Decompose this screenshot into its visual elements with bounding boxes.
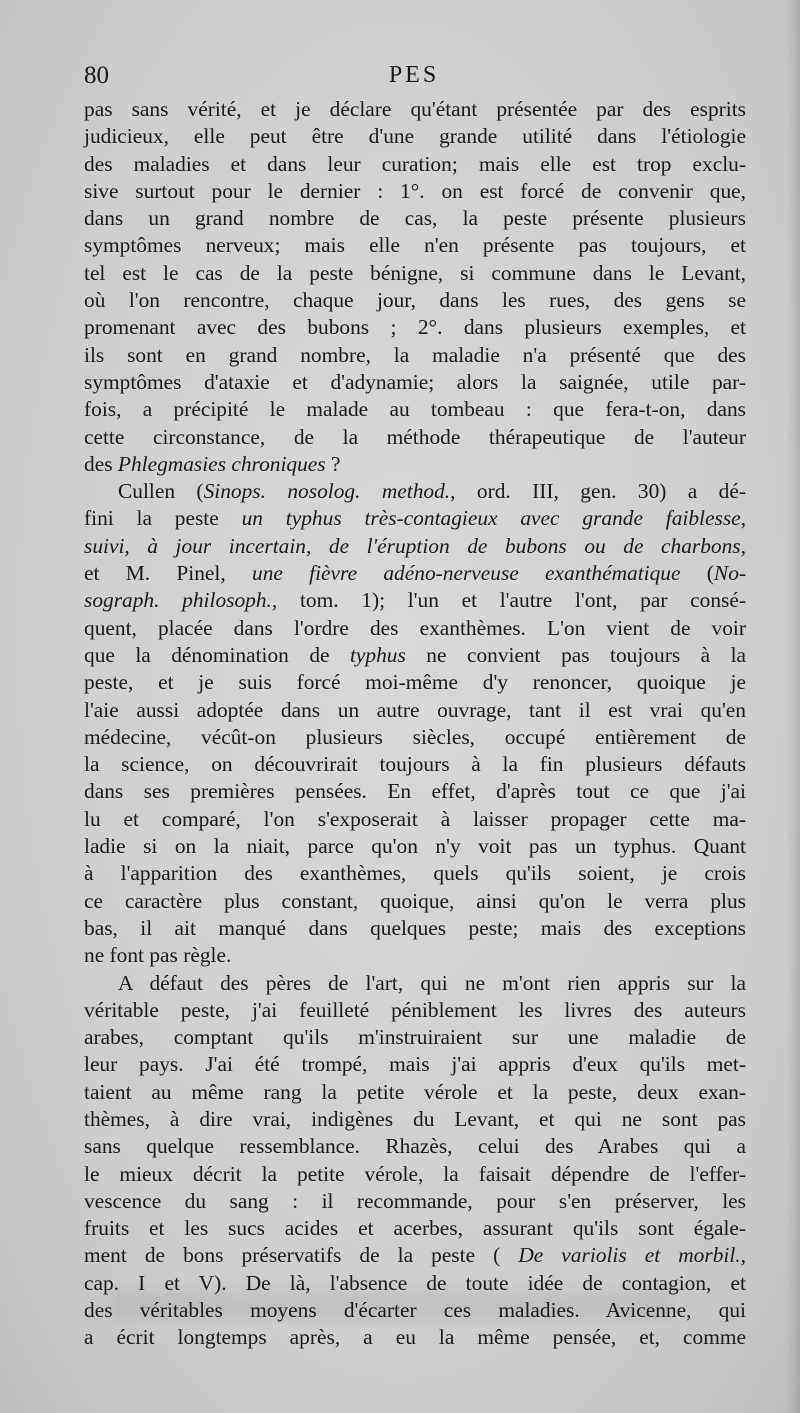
text-line: des véritables moyens d'écarter ces maladies. Avicenne, qui [84, 1298, 746, 1323]
text-line: cette circonstance, de la méthode thérapeutique de l'auteur [84, 424, 746, 449]
italic-citation: typhus [349, 642, 406, 667]
text-line: vescence du sang : il recommande, pour s'en préserver, les [84, 1188, 746, 1213]
text-line: fini la peste un typhus très-contagieux avec grande faiblesse, [84, 506, 746, 531]
text-line: cap. I et V). De là, l'absence de toute idée de contagion, et [84, 1270, 746, 1295]
text-line: tel est le cas de la peste bénigne, si commune dans le Levant, [84, 260, 746, 285]
italic-citation: une fièvre adéno-nerveuse exanthématique [252, 561, 681, 586]
text-line: suivi, à jour incertain, de l'éruption de bubons ou de charbons, [84, 533, 746, 558]
page-number: 80 [84, 62, 109, 89]
text-line: quent, placée dans l'ordre des exanthèmes. L'on vient de voir [84, 615, 746, 640]
text-line: le mieux décrit la petite vérole, la faisait dépendre de l'effer- [84, 1161, 746, 1186]
italic-citation: un typhus très-contagieux avec grande faiblesse [241, 506, 741, 531]
italic-citation: De variolis et morbil. [518, 1243, 741, 1268]
text-line: et M. Pinel, une fièvre adéno-nerveuse exanthématique (No- [84, 561, 747, 586]
text-line: l'aie aussi adoptée dans un autre ouvrage, tant il est vrai qu'en [84, 697, 746, 722]
text-line: fois, a précipité le malade au tombeau : que fera-t-on, dans [84, 397, 746, 422]
text-line: ne font pas règle. [84, 943, 232, 968]
text-line: a écrit longtemps après, a eu la même pensée, et, comme [84, 1325, 746, 1350]
italic-citation: Sinops. nosolog. method. [203, 479, 451, 504]
text-line: sive surtout pour le dernier : 1°. on est forcé de convenir que, [84, 178, 746, 203]
text-line: peste, et je suis forcé moi-même d'y renoncer, quoique je [84, 670, 746, 695]
text-line: où l'on rencontre, chaque jour, dans les rues, des gens se [84, 288, 746, 313]
text-line: Cullen (Sinops. nosolog. method., ord. III, gen. 30) a dé- [118, 479, 746, 504]
text-line: que la dénomination de typhus ne convient pas toujours à la [84, 642, 747, 667]
text-line: dans un grand nombre de cas, la peste présente plusieurs [84, 206, 746, 231]
text-line: thèmes, à dire vrai, indigènes du Levant, et qui ne sont pas [84, 1106, 746, 1131]
italic-citation: No- [713, 561, 747, 586]
text-line: sograph. philosoph., tom. 1); l'un et l'autre l'ont, par consé- [84, 588, 746, 613]
text-line: à l'apparition des exanthèmes, quels qu'ils soient, je crois [84, 861, 746, 886]
text-line: sans quelque ressemblance. Rhazès, celui des Arabes qui a [84, 1134, 746, 1159]
text-line: leur pays. J'ai été trompé, mais j'ai appris d'eux qu'ils met- [84, 1052, 746, 1077]
text-line: des Phlegmasies chroniques ? [84, 451, 341, 476]
page-header [84, 62, 744, 96]
text-line: ce caractère plus constant, quoique, ainsi qu'on le verra plus [84, 888, 746, 913]
text-line: arabes, comptant qu'ils m'instruiraient sur une maladie de [84, 1025, 746, 1050]
body-text [84, 96, 746, 1352]
text-line: médecine, vécût-on plusieurs siècles, occupé entièrement de [84, 724, 746, 749]
text-line: la science, on découvrirait toujours à la fin plusieurs défauts [84, 752, 746, 777]
text-line: ils sont en grand nombre, la maladie n'a présenté que des [84, 342, 746, 367]
text-line: bas, il ait manqué dans quelques peste; mais des exceptions [84, 915, 746, 940]
italic-citation: sograph. philosoph. [84, 588, 272, 613]
text-line: des maladies et dans leur curation; mais elle est trop exclu- [84, 151, 746, 176]
text-line: symptômes nerveux; mais elle n'en présente pas toujours, et [84, 233, 746, 258]
show-through-shadow [110, 1290, 670, 1320]
text-line: lu et comparé, l'on s'exposerait à laisser propager cette ma- [84, 806, 746, 831]
italic-citation: suivi, à jour incertain, de l'éruption de bubons ou de charbons [84, 533, 741, 558]
italic-citation: Phlegmasies chroniques [117, 451, 326, 476]
text-line: véritable peste, j'ai feuilleté péniblement les livres des auteurs [84, 997, 746, 1022]
text-line: ment de bons préservatifs de la peste ( De variolis et morbil., [84, 1243, 746, 1268]
running-head: PES [388, 62, 440, 88]
text-line: fruits et les sucs acides et acerbes, assurant qu'ils sont égale- [84, 1216, 746, 1241]
text-line: dans ses premières pensées. En effet, d'après tout ce que j'ai [84, 779, 746, 804]
text-line: judicieux, elle peut être d'une grande utilité dans l'étiologie [84, 124, 746, 149]
text-line: taient au même rang la petite vérole et la peste, deux exan- [84, 1079, 746, 1104]
text-line: promenant avec des bubons ; 2°. dans plusieurs exemples, et [84, 315, 746, 340]
text-line: A défaut des pères de l'art, qui ne m'ont rien appris sur la [118, 970, 746, 995]
text-line: pas sans vérité, et je déclare qu'étant présentée par des esprits [84, 97, 746, 121]
text-line: symptômes d'ataxie et d'adynamie; alors la saignée, utile par- [84, 369, 746, 394]
text-line: ladie si on la niait, parce qu'on n'y voit pas un typhus. Quant [84, 834, 746, 859]
page-edge-shadow [786, 0, 800, 1413]
